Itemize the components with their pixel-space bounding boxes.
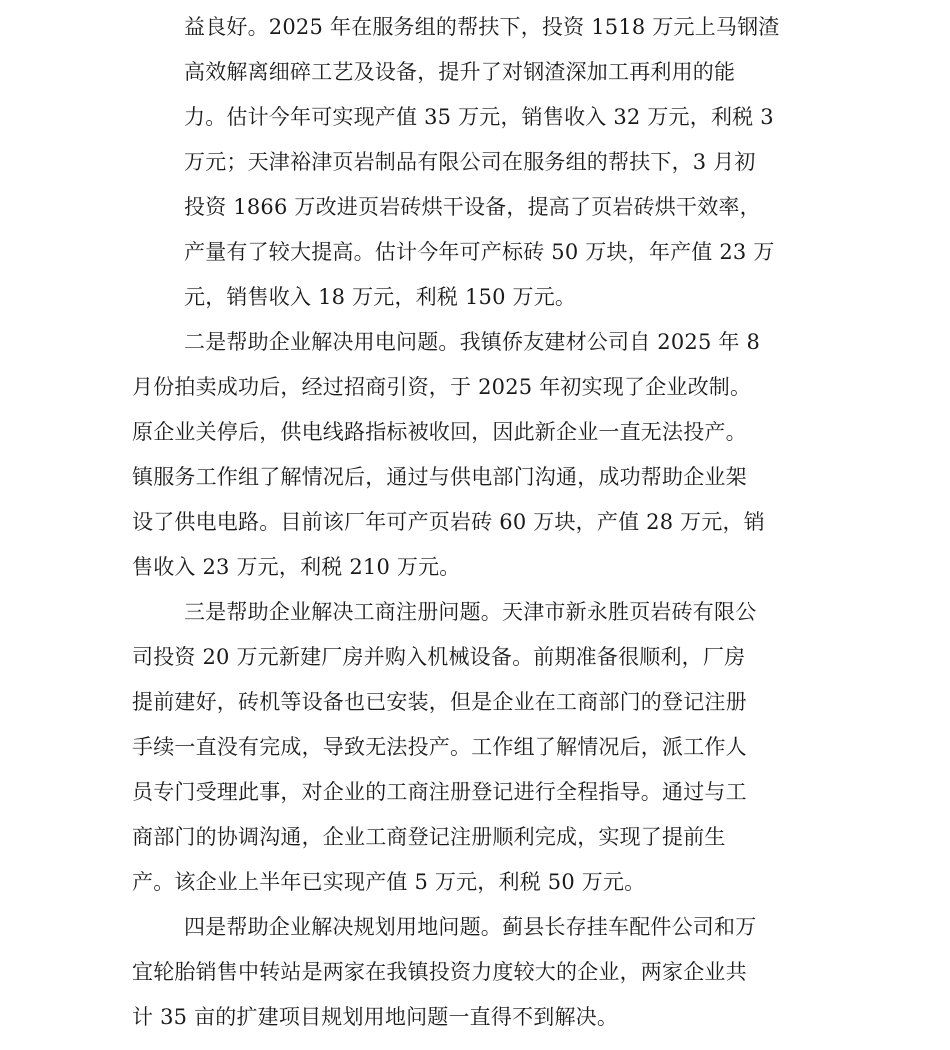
paragraph-2-line-2: 月份拍卖成功后，经过招商引资，于 2025 年初实现了企业改制。 xyxy=(132,375,752,399)
paragraph-2-line-3: 原企业关停后，供电线路指标被收回，因此新企业一直无法投产。 xyxy=(132,420,747,444)
paragraph-3-line-6: 商部门的协调沟通，企业工商登记注册顺利完成，实现了提前生 xyxy=(132,825,726,849)
paragraph-2-line-1: 二是帮助企业解决用电问题。我镇侨友建材公司自 2025 年 8 xyxy=(184,330,761,354)
paragraph-1-line-6: 产量有了较大提高。估计今年可产标砖 50 万块，年产值 23 万 xyxy=(184,240,775,264)
paragraph-2-line-4: 镇服务工作组了解情况后，通过与供电部门沟通，成功帮助企业架 xyxy=(132,465,747,489)
paragraph-1-line-5: 投资 1866 万改进页岩砖烘干设备，提高了页岩砖烘干效率， xyxy=(184,195,761,219)
paragraph-4-line-1: 四是帮助企业解决规划用地问题。蓟县长存挂车配件公司和万 xyxy=(184,915,757,939)
paragraph-3-line-4: 手续一直没有完成，导致无法投产。工作组了解情况后，派工作人 xyxy=(132,735,747,759)
paragraph-2-line-5: 设了供电电路。目前该厂年可产页岩砖 60 万块，产值 28 万元，销 xyxy=(132,510,765,534)
paragraph-1-line-2: 高效解离细碎工艺及设备，提升了对钢渣深加工再利用的能 xyxy=(184,60,736,84)
paragraph-3-line-3: 提前建好，砖机等设备也已安装，但是企业在工商部门的登记注册 xyxy=(132,690,747,714)
paragraph-4-line-3: 计 35 亩的扩建项目规划用地问题一直得不到解决。 xyxy=(132,1005,619,1029)
paragraph-3-line-5: 员专门受理此事，对企业的工商注册登记进行全程指导。通过与工 xyxy=(132,780,747,804)
paragraph-1-line-4: 万元；天津裕津页岩制品有限公司在服务组的帮扶下，3 月初 xyxy=(184,150,756,174)
paragraph-1-line-1: 益良好。2025 年在服务组的帮扶下，投资 1518 万元上马钢渣 xyxy=(184,15,780,39)
paragraph-2-line-6: 售收入 23 万元，利税 210 万元。 xyxy=(132,555,461,579)
paragraph-4-line-2: 宜轮胎销售中转站是两家在我镇投资力度较大的企业，两家企业共 xyxy=(132,960,747,984)
paragraph-1-line-7: 元，销售收入 18 万元，利税 150 万元。 xyxy=(184,285,577,309)
paragraph-1-line-3: 力。估计今年可实现产值 35 万元，销售收入 32 万元，利税 3 xyxy=(184,105,774,129)
paragraph-3-line-1: 三是帮助企业解决工商注册问题。天津市新永胜页岩砖有限公 xyxy=(184,600,757,624)
paragraph-3-line-7: 产。该企业上半年已实现产值 5 万元，利税 50 万元。 xyxy=(132,870,646,894)
paragraph-3-line-2: 司投资 20 万元新建厂房并购入机械设备。前期准备很顺利，厂房 xyxy=(132,645,746,669)
